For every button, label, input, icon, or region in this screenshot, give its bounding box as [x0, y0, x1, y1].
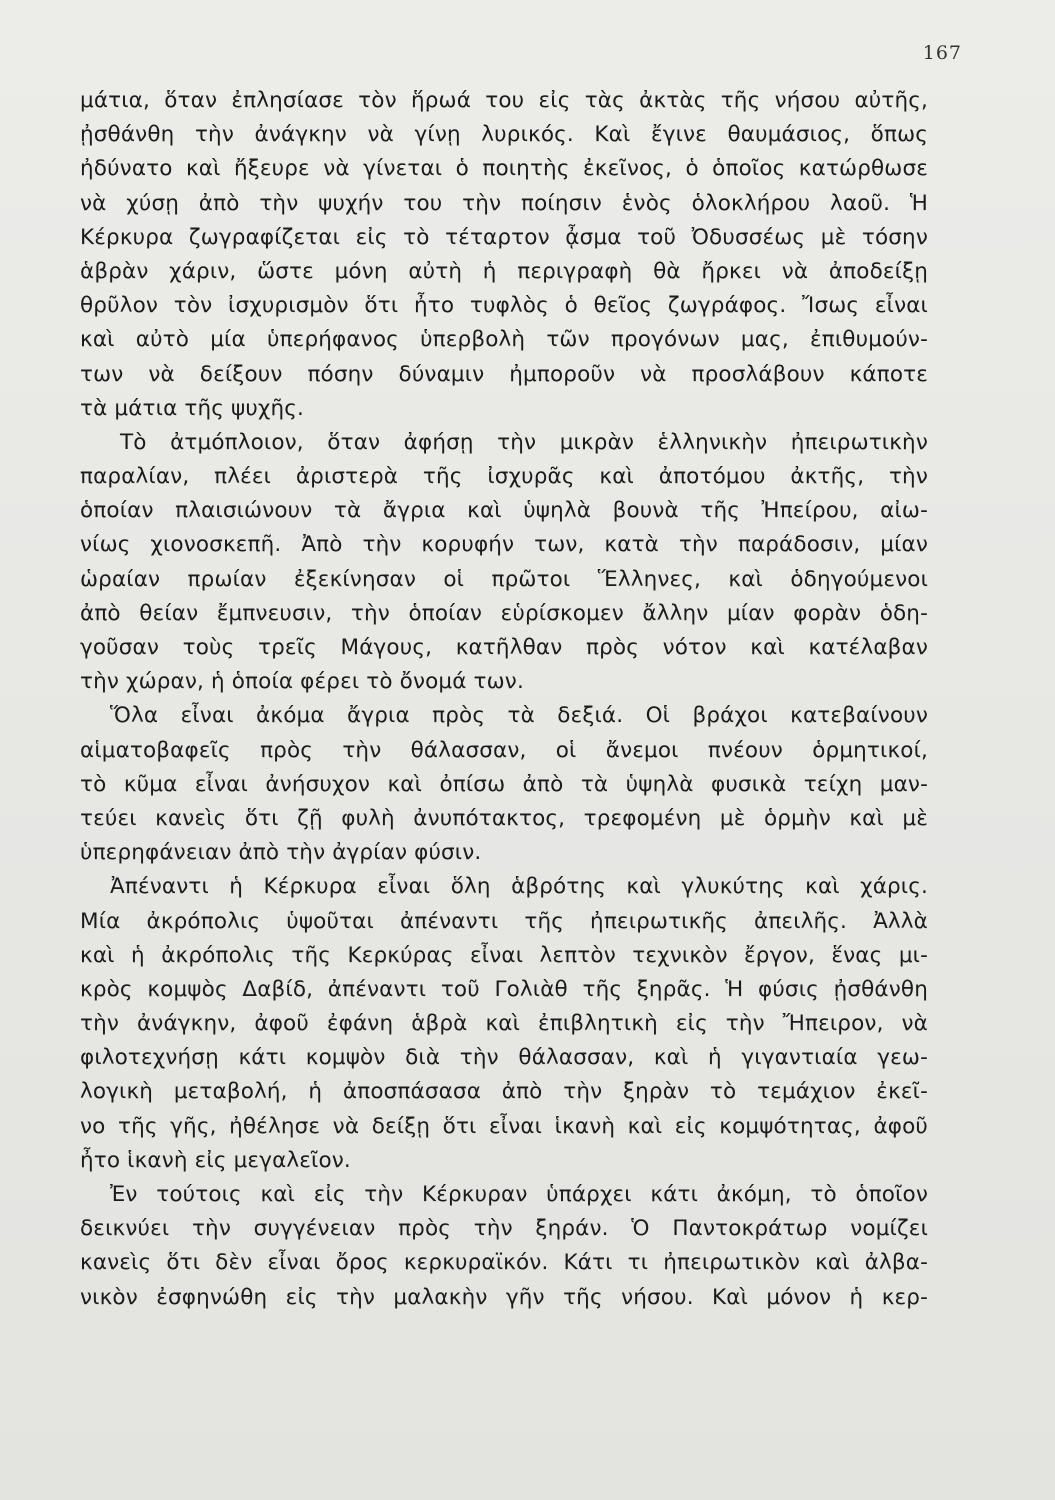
text-line: παραλίαν, πλέει ἀριστερὰ τῆς ἰσχυρᾶς καὶ ἀποτόμου ἀκτῆς, τὴν: [80, 464, 928, 490]
text-line: καὶ αὐτὸ μία ὑπερήφανος ὑπερβολὴ τῶν προγόνων μας, ἐπιθυμούν-: [80, 327, 928, 353]
paragraph-4: [80, 870, 928, 1178]
text-line: αἱματοβαφεῖς πρὸς τὴν θάλασσαν, οἱ ἄνεμοι πνέουν ὁρμητικοί,: [80, 737, 928, 763]
text-line: ἀπὸ θείαν ἔμπνευσιν, τὴν ὁποίαν εὑρίσκομεν ἄλλην μίαν φορὰν ὁδη-: [80, 600, 928, 626]
text-line: ἦτο ἱκανὴ εἰς μεγαλεῖον.: [80, 1147, 351, 1173]
text-line: Κέρκυρα ζωγραφίζεται εἰς τὸ τέταρτον ᾆσμα τοῦ Ὀδυσσέως μὲ τόσην: [80, 224, 928, 250]
text-line: τὴν χώραν, ἡ ὁποία φέρει τὸ ὄνομά των.: [80, 669, 524, 695]
page-number: 167: [922, 42, 962, 64]
paragraph-2: [80, 426, 928, 700]
text-line: Ἐν τούτοις καὶ εἰς τὴν Κέρκυραν ὑπάρχει κάτι ἀκόμη, τὸ ὁποῖον: [110, 1182, 928, 1207]
text-line: λογικὴ μεταβολή, ἡ ἀποσπάσασα ἀπὸ τὴν ξηρὰν τὸ τεμάχιον ἐκεῖ-: [80, 1079, 928, 1105]
text-line: νο τῆς γῆς, ἠθέλησε νὰ δείξῃ ὅτι εἶναι ἱκανὴ καὶ εἰς κομψότητας, ἀφοῦ: [80, 1113, 928, 1139]
text-line: ὁποίαν πλαισιώνουν τὰ ἄγρια καὶ ὑψηλὰ βουνὰ τῆς Ἠπείρου, αἰω-: [80, 498, 928, 524]
text-line: τὴν ἀνάγκην, ἀφοῦ ἐφάνη ἁβρὰ καὶ ἐπιβλητικὴ εἰς τὴν Ἤπειρον, νὰ: [80, 1011, 928, 1037]
text-line: δεικνύει τὴν συγγένειαν πρὸς τὴν ξηράν. Ὁ Παντοκράτωρ νομίζει: [80, 1216, 928, 1242]
text-line: θρῦλον τὸν ἰσχυρισμὸν ὅτι ἦτο τυφλὸς ὁ θεῖος ζωγράφος. Ἴσως εἶναι: [80, 293, 928, 319]
text-line: κρὸς κομψὸς Δαβίδ, ἀπέναντι τοῦ Γολιὰθ τῆς ξηρᾶς. Ἡ φύσις ᾐσθάνθη: [80, 976, 928, 1002]
text-line: καὶ ἡ ἀκρόπολις τῆς Κερκύρας εἶναι λεπτὸν τεχνικὸν ἔργον, ἕνας μι-: [80, 942, 928, 968]
text-line: Ἀπέναντι ἡ Κέρκυρα εἶναι ὅλη ἁβρότης καὶ γλυκύτης καὶ χάρις.: [110, 874, 928, 900]
text-line: των νὰ δείξουν πόσην δύναμιν ἠμποροῦν νὰ προσλάβουν κάποτε: [80, 361, 928, 387]
text-line: κανεὶς ὅτι δὲν εἶναι ὄρος κερκυραϊκόν. Κάτι τι ἠπειρωτικὸν καὶ ἀλβα-: [80, 1250, 928, 1276]
paragraph-5: [80, 1178, 928, 1315]
paragraph-1: [80, 84, 928, 426]
text-line: ὑπερηφάνειαν ἀπὸ τὴν ἀγρίαν φύσιν.: [80, 840, 482, 866]
text-line: τεύει κανεὶς ὅτι ζῇ φυλὴ ἀνυπότακτος, τρεφομένη μὲ ὁρμὴν καὶ μὲ: [80, 805, 928, 831]
text-line: Τὸ ἀτμόπλοιον, ὅταν ἀφήσῃ τὴν μικρὰν ἑλληνικὴν ἠπειρωτικὴν: [120, 429, 928, 455]
text-line: Ὅλα εἶναι ἀκόμα ἄγρια πρὸς τὰ δεξιά. Οἱ βράχοι κατεβαίνουν: [110, 703, 928, 729]
text-line: γοῦσαν τοὺς τρεῖς Μάγους, κατῆλθαν πρὸς νότον καὶ κατέλαβαν: [80, 635, 928, 660]
text-line: νὰ χύσῃ ἀπὸ τὴν ψυχήν του τὴν ποίησιν ἑνὸς ὁλοκλήρου λαοῦ. Ἡ: [80, 190, 928, 216]
text-line: μάτια, ὅταν ἐπλησίασε τὸν ἥρωά του εἰς τὰς ἀκτὰς τῆς νήσου αὐτῆς,: [80, 88, 928, 113]
text-line: φιλοτεχνήσῃ κάτι κομψὸν διὰ τὴν θάλασσαν, καὶ ἡ γιγαντιαία γεω-: [80, 1045, 928, 1071]
paragraph-3: [80, 699, 928, 870]
text-line: νίως χιονοσκεπῆ. Ἀπὸ τὴν κορυφήν των, κατὰ τὴν παράδοσιν, μίαν: [80, 532, 928, 558]
text-line: νικὸν ἐσφηνώθη εἰς τὴν μαλακὴν γῆν τῆς νήσου. Καὶ μόνον ἡ κερ-: [80, 1284, 928, 1310]
text-line: ᾐσθάνθη τὴν ἀνάγκην νὰ γίνῃ λυρικός. Καὶ ἔγινε θαυμάσιος, ὅπως: [80, 122, 928, 148]
text-line: ὡραίαν πρωίαν ἐξεκίνησαν οἱ πρῶτοι Ἕλληνες, καὶ ὁδηγούμενοι: [80, 566, 928, 592]
text-line: τὸ κῦμα εἶναι ἀνήσυχον καὶ ὀπίσω ἀπὸ τὰ ὑψηλὰ φυσικὰ τείχη μαν-: [80, 771, 928, 797]
text-line: Μία ἀκρόπολις ὑψοῦται ἀπέναντι τῆς ἠπειρωτικῆς ἀπειλῆς. Ἀλλὰ: [80, 908, 928, 934]
body-text: [80, 84, 928, 1315]
text-line: ἁβρὰν χάριν, ὥστε μόνη αὐτὴ ἡ περιγραφὴ θὰ ἤρκει νὰ ἀποδείξῃ: [80, 258, 928, 284]
text-line: τὰ μάτια τῆς ψυχῆς.: [80, 395, 305, 421]
text-line: ἠδύνατο καὶ ἤξευρε νὰ γίνεται ὁ ποιητὴς ἐκεῖνος, ὁ ὁποῖος κατώρθωσε: [80, 156, 928, 182]
